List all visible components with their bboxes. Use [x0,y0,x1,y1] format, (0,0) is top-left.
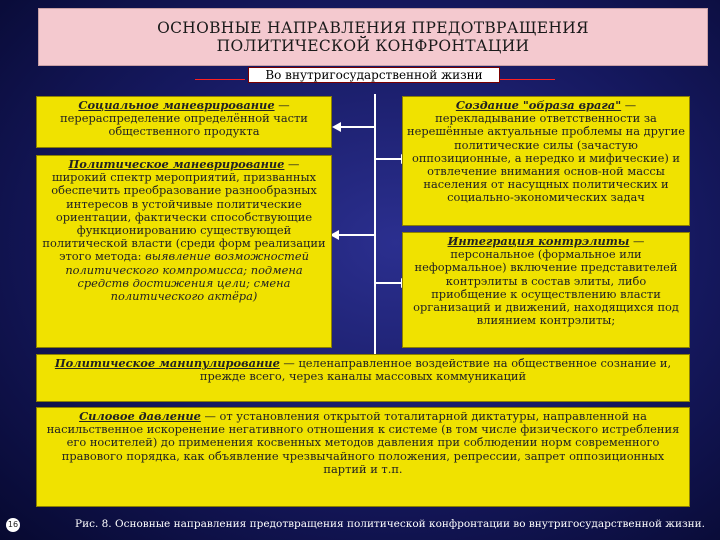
arrow-to-integration [376,282,402,284]
political-italic: выявление возможностей политического компромисса; подмена средств достижения цели; смена политического актёра) [65,249,309,304]
political-desc: — широкий спектр мероприятий, призванных обеспечить преобразование разнообразных интересов в устойчивые политические ориентации, фактически способствующие функционированию существующей политической власти (среди форм реализации этого метода: [42,157,326,264]
arrow-to-social [340,126,374,128]
social-maneuvering-box [36,96,332,148]
arrow-to-enemy [376,158,402,160]
force-pressure-box [36,407,690,507]
section-tab: Во внутригосударственной жизни [248,67,500,83]
tab-divider-left [195,79,245,80]
figure-caption: Рис. 8. Основные направления предотвращения политической конфронтации во внутригосударственной жизни. [75,518,705,530]
pressure-term: Силовое давление [79,409,201,423]
connector-vertical [374,94,376,354]
title-line-1: ОСНОВНЫЕ НАПРАВЛЕНИЯ ПРЕДОТВРАЩЕНИЯ [157,19,589,37]
manipulation-box [36,354,690,402]
tab-divider-right [500,79,555,80]
political-maneuvering-box [36,155,332,348]
manipulation-term: Политическое манипулирование [54,356,280,370]
enemy-term: Создание "образа врага" [455,98,622,112]
enemy-desc: — перекладывание ответственности за нерешённые актуальные проблемы на другие политические силы (зачастую оппозиционные, а нередко и мифические) и отвлечение внимания основ-ной массы населения от насущных политических и социально-экономических задач [407,98,685,205]
social-desc: — перераспределение определённой части общественного продукта [60,98,308,139]
title-box [38,8,708,66]
social-term: Социальное маневрирование [78,98,275,112]
arrow-to-political [338,234,374,236]
title-line-2: ПОЛИТИЧЕСКОЙ КОНФРОНТАЦИИ [216,37,530,55]
pressure-desc: — от установления открытой тоталитарной диктатуры, направленной на насильственное искоренение негативного отношения к системе (в том числе физического истребления его носителей) до применения косвенных методов давления при соблюдении норм современного правового порядка, как объявление чрезвычайного положения, репрессии, запрет оппозиционных партий и т.п. [46,409,680,476]
counter-elite-box [402,232,690,348]
integration-desc: — персональное (формальное или неформальное) включение представителей контрэлиты в состав элиты, либо приобщение к осуществлению власти организаций и движений, находящихся под влиянием контрэлиты; [413,234,679,328]
manipulation-desc: — целенаправленное воздействие на общественное сознание и, прежде всего, через каналы массовых коммуникаций [199,356,672,384]
political-term: Политическое маневрирование [68,157,285,171]
integration-term: Интеграция контрэлиты [447,234,630,248]
enemy-image-box [402,96,690,226]
page-number-badge: 16 [6,518,20,532]
